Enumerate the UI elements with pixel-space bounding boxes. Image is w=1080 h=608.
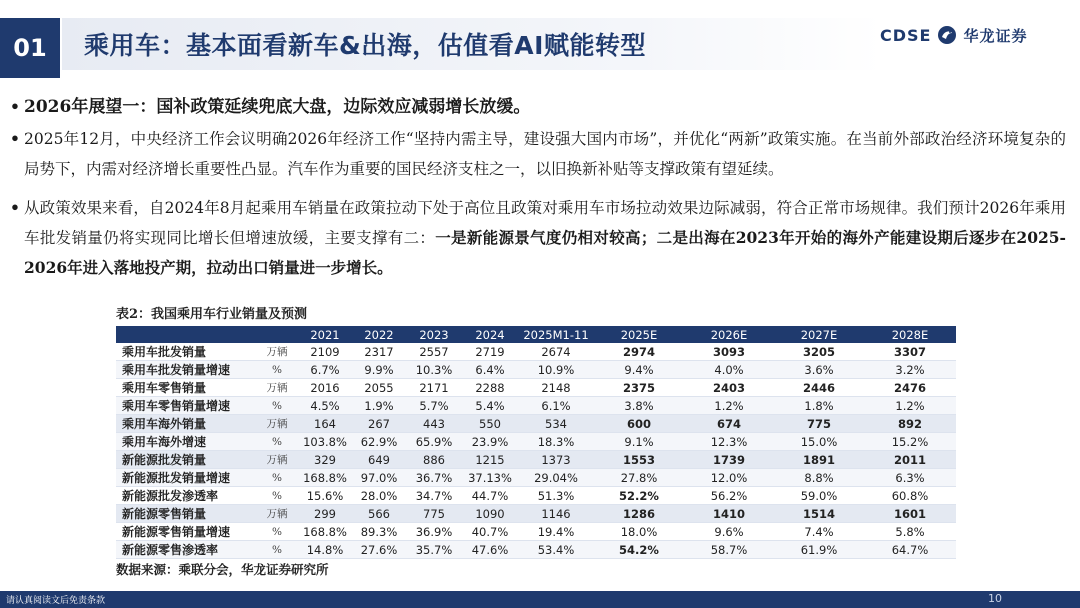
table-cell: 2109 bbox=[298, 343, 352, 361]
table-cell: 443 bbox=[406, 415, 462, 433]
bullet-text-bold: 一是新能源景气度仍相对较高；二是出海在2023年开始的海外产能建设期后逐步在2025-2026年进入落地投产期，拉动出口销量进一步增长。 bbox=[24, 228, 1066, 277]
table-cell: 47.6% bbox=[462, 541, 518, 559]
table-cell: 29.04% bbox=[518, 469, 594, 487]
table-row bbox=[116, 343, 956, 361]
table-cell: 2557 bbox=[406, 343, 462, 361]
table-cell: 2375 bbox=[594, 379, 684, 397]
section-number: 01 bbox=[0, 18, 60, 78]
bullet-dot: • bbox=[10, 129, 20, 148]
table-cell: 4.0% bbox=[684, 361, 774, 379]
bullet-item bbox=[6, 124, 1066, 190]
row-label: 新能源零售渗透率 bbox=[116, 541, 256, 559]
table-header-cell bbox=[256, 326, 298, 343]
page-number: 10 bbox=[988, 592, 1002, 605]
bullet-text-plain: 从政策效果来看，自2024年8月起乘用车销量在政策拉动下处于高位且政策对乘用车市场拉动效果边际减弱，符合正常市场规律。我们预计2026年乘用车批发销量仍将实现同比增长但增速放缓，主要支撑有二： bbox=[24, 199, 1066, 247]
row-unit: % bbox=[256, 541, 298, 559]
table-header-cell: 2027E bbox=[774, 326, 864, 343]
table-cell: 58.7% bbox=[684, 541, 774, 559]
table-cell: 1146 bbox=[518, 505, 594, 523]
table-cell: 674 bbox=[684, 415, 774, 433]
row-unit: 万辆 bbox=[256, 379, 298, 397]
page-title: 乘用车：基本面看新车&出海，估值看AI赋能转型 bbox=[84, 31, 646, 60]
table-cell: 1601 bbox=[864, 505, 956, 523]
table-cell: 1739 bbox=[684, 451, 774, 469]
bullet-item bbox=[6, 92, 1066, 124]
table-body bbox=[116, 343, 956, 559]
row-unit: % bbox=[256, 361, 298, 379]
table-cell: 8.8% bbox=[774, 469, 864, 487]
table-cell: 1.2% bbox=[864, 397, 956, 415]
slide-footer bbox=[0, 591, 1080, 608]
dragon-logo-icon bbox=[937, 25, 957, 45]
table-row bbox=[116, 361, 956, 379]
table-cell: 892 bbox=[864, 415, 956, 433]
table-cell: 51.3% bbox=[518, 487, 594, 505]
table-cell: 60.8% bbox=[864, 487, 956, 505]
table-cell: 1.9% bbox=[352, 397, 406, 415]
table-cell: 2674 bbox=[518, 343, 594, 361]
table-cell: 6.1% bbox=[518, 397, 594, 415]
table-cell: 10.9% bbox=[518, 361, 594, 379]
row-label: 乘用车零售销量增速 bbox=[116, 397, 256, 415]
table-cell: 34.7% bbox=[406, 487, 462, 505]
table-cell: 27.8% bbox=[594, 469, 684, 487]
table-cell: 168.8% bbox=[298, 523, 352, 541]
table-cell: 1553 bbox=[594, 451, 684, 469]
row-unit: 万辆 bbox=[256, 343, 298, 361]
sales-forecast-table bbox=[116, 326, 956, 559]
table-cell: 89.3% bbox=[352, 523, 406, 541]
table-cell: 52.2% bbox=[594, 487, 684, 505]
table-cell: 1891 bbox=[774, 451, 864, 469]
table-cell: 775 bbox=[774, 415, 864, 433]
table-cell: 5.4% bbox=[462, 397, 518, 415]
table-header-cell: 2022 bbox=[352, 326, 406, 343]
table-cell: 65.9% bbox=[406, 433, 462, 451]
table-cell: 19.4% bbox=[518, 523, 594, 541]
table-cell: 44.7% bbox=[462, 487, 518, 505]
table-cell: 35.7% bbox=[406, 541, 462, 559]
table-cell: 6.7% bbox=[298, 361, 352, 379]
table-cell: 1410 bbox=[684, 505, 774, 523]
table-cell: 2148 bbox=[518, 379, 594, 397]
table-cell: 14.8% bbox=[298, 541, 352, 559]
table-cell: 3.8% bbox=[594, 397, 684, 415]
table-cell: 97.0% bbox=[352, 469, 406, 487]
table-cell: 103.8% bbox=[298, 433, 352, 451]
table-header-cell: 2025E bbox=[594, 326, 684, 343]
table-cell: 1514 bbox=[774, 505, 864, 523]
table-cell: 550 bbox=[462, 415, 518, 433]
row-label: 乘用车海外增速 bbox=[116, 433, 256, 451]
table-cell: 36.9% bbox=[406, 523, 462, 541]
slide-header bbox=[0, 0, 1080, 88]
row-label: 乘用车批发销量 bbox=[116, 343, 256, 361]
table-header-cell: 2026E bbox=[684, 326, 774, 343]
table-cell: 2011 bbox=[864, 451, 956, 469]
table-cell: 9.6% bbox=[684, 523, 774, 541]
table-cell: 164 bbox=[298, 415, 352, 433]
table-cell: 6.4% bbox=[462, 361, 518, 379]
table-cell: 62.9% bbox=[352, 433, 406, 451]
table-cell: 2974 bbox=[594, 343, 684, 361]
row-unit: % bbox=[256, 433, 298, 451]
table-cell: 15.2% bbox=[864, 433, 956, 451]
row-label: 新能源批发销量 bbox=[116, 451, 256, 469]
table-cell: 15.6% bbox=[298, 487, 352, 505]
row-label: 乘用车海外销量 bbox=[116, 415, 256, 433]
row-unit: % bbox=[256, 397, 298, 415]
bullet-text: 2026年展望一：国补政策延续兜底大盘，边际效应减弱增长放缓。 bbox=[24, 97, 531, 117]
table-cell: 1090 bbox=[462, 505, 518, 523]
table-row bbox=[116, 523, 956, 541]
table-row bbox=[116, 505, 956, 523]
company-logo bbox=[880, 22, 1028, 48]
table-cell: 2055 bbox=[352, 379, 406, 397]
table-caption: 表2：我国乘用车行业销量及预测 bbox=[116, 307, 308, 322]
table-cell: 36.7% bbox=[406, 469, 462, 487]
table-cell: 1215 bbox=[462, 451, 518, 469]
table-row bbox=[116, 451, 956, 469]
table-cell: 3093 bbox=[684, 343, 774, 361]
table-cell: 10.3% bbox=[406, 361, 462, 379]
table-cell: 299 bbox=[298, 505, 352, 523]
table-cell: 7.4% bbox=[774, 523, 864, 541]
table-cell: 59.0% bbox=[774, 487, 864, 505]
table-cell: 2719 bbox=[462, 343, 518, 361]
table-cell: 4.5% bbox=[298, 397, 352, 415]
table-cell: 1286 bbox=[594, 505, 684, 523]
table-header-cell: 2025M1-11 bbox=[518, 326, 594, 343]
table-cell: 534 bbox=[518, 415, 594, 433]
data-source: 数据来源：乘联分会，华龙证券研究所 bbox=[116, 562, 329, 577]
logo-cn-text: 华龙证券 bbox=[963, 26, 1028, 45]
table-cell: 27.6% bbox=[352, 541, 406, 559]
row-unit: 万辆 bbox=[256, 451, 298, 469]
row-label: 新能源零售销量 bbox=[116, 505, 256, 523]
table-cell: 40.7% bbox=[462, 523, 518, 541]
table-header-cell bbox=[116, 326, 256, 343]
disclaimer-text: 请认真阅读文后免责条款 bbox=[6, 596, 106, 606]
table-cell: 2476 bbox=[864, 379, 956, 397]
table-header-row bbox=[116, 326, 956, 343]
table-header-cell: 2024 bbox=[462, 326, 518, 343]
table-cell: 2403 bbox=[684, 379, 774, 397]
bullet-dot: • bbox=[10, 198, 20, 217]
bullet-list bbox=[6, 92, 1066, 285]
table-cell: 2288 bbox=[462, 379, 518, 397]
table-cell: 15.0% bbox=[774, 433, 864, 451]
table-header-cell: 2028E bbox=[864, 326, 956, 343]
table-cell: 2171 bbox=[406, 379, 462, 397]
table-cell: 3.2% bbox=[864, 361, 956, 379]
table-header-cell: 2021 bbox=[298, 326, 352, 343]
bullet-text: 2025年12月，中央经济工作会议明确2026年经济工作“坚持内需主导，建设强大国内市场”，并优化“两新”政策实施。在当前外部政治经济环境复杂的局势下，内需对经济增长重要性凸显。汽车作为重要的国民经济支柱之一，以旧换新补贴等支撑政策有望延续。 bbox=[24, 130, 1066, 178]
table-cell: 64.7% bbox=[864, 541, 956, 559]
table-cell: 9.1% bbox=[594, 433, 684, 451]
table-cell: 1.2% bbox=[684, 397, 774, 415]
row-label: 新能源批发销量增速 bbox=[116, 469, 256, 487]
row-label: 新能源批发渗透率 bbox=[116, 487, 256, 505]
table-cell: 1373 bbox=[518, 451, 594, 469]
table-row bbox=[116, 487, 956, 505]
table-cell: 2446 bbox=[774, 379, 864, 397]
table-cell: 9.4% bbox=[594, 361, 684, 379]
table-cell: 12.3% bbox=[684, 433, 774, 451]
table-cell: 2016 bbox=[298, 379, 352, 397]
table-row bbox=[116, 379, 956, 397]
logo-en-text: CDSE bbox=[880, 25, 932, 45]
table-cell: 886 bbox=[406, 451, 462, 469]
row-label: 乘用车批发销量增速 bbox=[116, 361, 256, 379]
table-cell: 6.3% bbox=[864, 469, 956, 487]
table-cell: 28.0% bbox=[352, 487, 406, 505]
row-unit: 万辆 bbox=[256, 505, 298, 523]
table-row bbox=[116, 415, 956, 433]
table-cell: 53.4% bbox=[518, 541, 594, 559]
table-cell: 566 bbox=[352, 505, 406, 523]
table-cell: 18.3% bbox=[518, 433, 594, 451]
table-cell: 168.8% bbox=[298, 469, 352, 487]
table-cell: 56.2% bbox=[684, 487, 774, 505]
table-cell: 61.9% bbox=[774, 541, 864, 559]
table-cell: 5.7% bbox=[406, 397, 462, 415]
table-cell: 5.8% bbox=[864, 523, 956, 541]
row-unit: % bbox=[256, 523, 298, 541]
table-cell: 775 bbox=[406, 505, 462, 523]
table-header-cell: 2023 bbox=[406, 326, 462, 343]
bullet-item bbox=[6, 193, 1066, 285]
table-cell: 12.0% bbox=[684, 469, 774, 487]
table-cell: 329 bbox=[298, 451, 352, 469]
table-cell: 54.2% bbox=[594, 541, 684, 559]
row-unit: % bbox=[256, 487, 298, 505]
table-cell: 2317 bbox=[352, 343, 406, 361]
table-row bbox=[116, 541, 956, 559]
row-unit: % bbox=[256, 469, 298, 487]
table-row bbox=[116, 433, 956, 451]
row-label: 新能源零售销量增速 bbox=[116, 523, 256, 541]
table-row bbox=[116, 397, 956, 415]
bullet-text bbox=[24, 193, 1066, 283]
table-cell: 1.8% bbox=[774, 397, 864, 415]
row-unit: 万辆 bbox=[256, 415, 298, 433]
table-cell: 3.6% bbox=[774, 361, 864, 379]
bullet-dot: • bbox=[10, 97, 20, 116]
table-cell: 600 bbox=[594, 415, 684, 433]
table-cell: 3307 bbox=[864, 343, 956, 361]
table-cell: 3205 bbox=[774, 343, 864, 361]
table-cell: 649 bbox=[352, 451, 406, 469]
table-cell: 23.9% bbox=[462, 433, 518, 451]
table-cell: 18.0% bbox=[594, 523, 684, 541]
table-cell: 9.9% bbox=[352, 361, 406, 379]
table-row bbox=[116, 469, 956, 487]
table-cell: 267 bbox=[352, 415, 406, 433]
row-label: 乘用车零售销量 bbox=[116, 379, 256, 397]
table-cell: 37.13% bbox=[462, 469, 518, 487]
